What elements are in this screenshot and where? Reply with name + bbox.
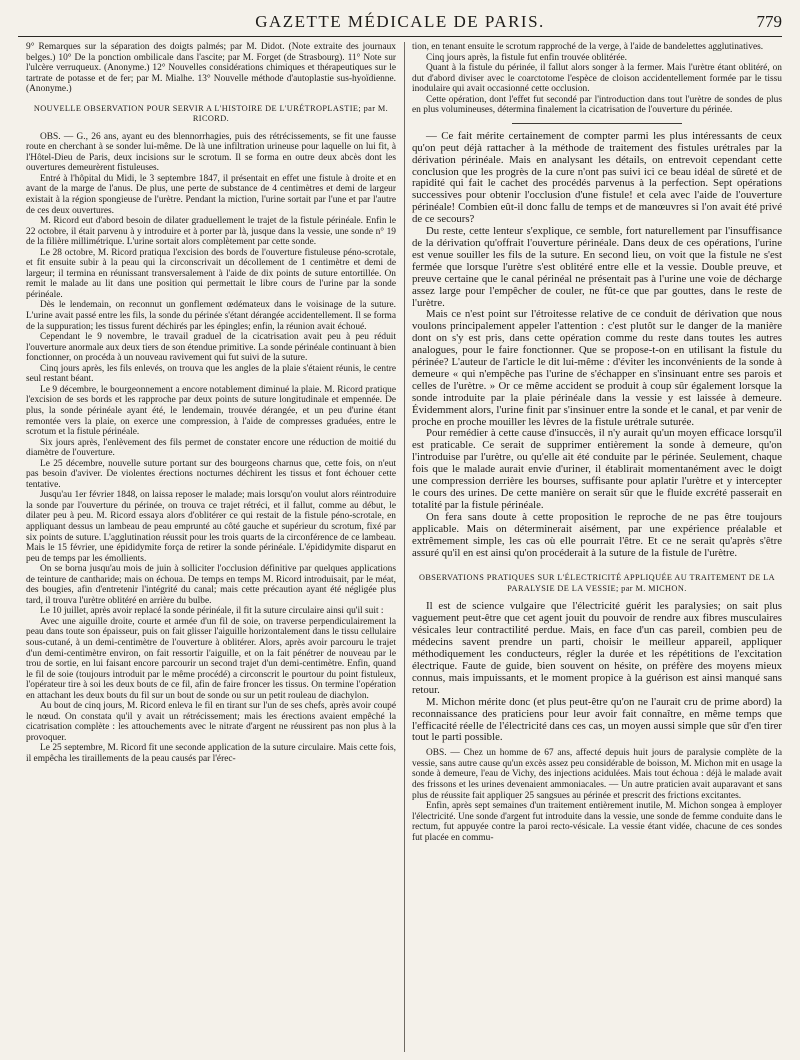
- page-header: [18, 10, 782, 37]
- paragraph: Pour remédier à cette cause d'insuccès, il n'y aurait qu'un moyen efficace lorsqu'il est praticable. Ce serait de supprimer entièrement la sonde à demeure, qu'on l'introduise par l'urètre, ou qu'elle ait été conduite par le périnée. Seulement, chaque fois que le malade aurait envie d'uriner, il établirait momentanément avec le doigt une compression derrière les bourses, suffisante pour aplatir l'urètre et y intercepter le cours des urines. De cette manière on serait sûr que le fluide excrété passerait en totalité par la fistule périnéale.: [412, 427, 782, 511]
- paragraph: Entré à l'hôpital du Midi, le 3 septembre 1847, il présentait en effet une fistule à droite et en avant de la marge de l'anus. De plus, une perte de substance de 4 centimètres et demi de largeur existait à la région spongieuse de l'urètre. Pendant la miction, l'urine sortait par l'une et par l'autre de ces deux ouvertures.: [26, 173, 396, 216]
- separator-rule: [512, 123, 682, 124]
- paragraph: Quant à la fistule du périnée, il fallut alors songer à la fermer. Mais l'urètre étant oblitéré, on dut d'abord diviser avec le coarctotome l'espèce de cloison accidentellement formée par le tissu inodulaire qui avait occasionné cette occlusion.: [412, 63, 782, 95]
- paragraph: — Ce fait mérite certainement de compter parmi les plus intéressants de ceux qu'on peut déjà rattacher à la méthode de traitement des fistules urétrales par la dérivation périnéale. Mais en analysant les détails, on entrevoit cependant cette conclusion que les progrès de la cure n'ont pas suivi ici ce beau idéal de sûreté et de rapidité qui fait le cachet des procédés parvenus à la perfection. Sept opérations successives pour obtenir l'occlusion d'une fistule! et cela avec l'aide de l'ouverture périnéale! Combien eût-il donc fallu de temps et de manœuvres si l'on avait été privé de ce secours?: [412, 129, 782, 226]
- paragraph: On fera sans doute à cette proposition le reproche de ne pas être toujours applicable. Mais on déterminerait aisément, par une expérience préalable et extrêmement simple, les cas où elle pourrait l'être. Et ce ne serait qu'après s'être assuré qu'il en est ainsi qu'on procéderait à la suture de la fistule de l'urètre.: [412, 510, 782, 559]
- paragraph: OBS. — Chez un homme de 67 ans, affecté depuis huit jours de paralysie complète de la vessie, sans autre cause qu'un excès assez peu considérable de boisson, M. Michon mit en usage la sonde à demeure, l'eau de Vichy, des injections acidulées. Mais tout échoua : déjà le malade avait des frissons et les urines devenaient ammoniacales. — Un autre praticien avait auparavant et sans plus de réussite fait appliquer 25 sangsues au périnée et prescrit des frictions excitantes.: [412, 748, 782, 801]
- article-intro-electricite: [412, 601, 782, 744]
- paragraph: Avec une aiguille droite, courte et armée d'un fil de soie, on traverse perpendiculairement la peau dans toute son épaisseur, puis on fait glisser l'aiguille horizontalement dans le tissu cellulaire sous-cutané, à un demi-centimètre de l'ouverture à oblitérer. Alors, après avoir parcouru le trajet d'un demi-centimètre environ, on fait ressortir l'aiguille, et on la fait pénétrer de nouveau par le trou de sortie, en lui faisant encore parcourir un second trajet d'un demi-centimètre. Enfin, quand le fil de soie (toujours introduit par le même procédé) a circonscrit le pourtour du point fistuleux, l'opérateur tire à soi les deux bouts de ce fil, afin de faire froncer les tissus. On termine l'opération en attachant les deux bouts du fil sur un bout de sonde ou sur un petit rouleau de diachylon.: [26, 616, 396, 701]
- paragraph: Il est de science vulgaire que l'électricité guérit les paralysies; on sait plus vaguement peut-être que cet agent jouit du pouvoir de rendre aux fibres musculaires vésicales leur contractilité perdue. Mais, en face d'un cas pareil, combien peu de médecins savent prendre un parti, choisir le meilleur appareil, appliquer méthodiquement les conducteurs, régler la durée et les répétitions de l'excitation électrique. Faute de guide, bien souvent on hésite, on préfère des moyens mieux connus, mais impuissants, et le moment propice à la guérison est ainsi manqué sans retour.: [412, 600, 782, 696]
- paragraph: Le 9 décembre, le bourgeonnement a encore notablement diminué la plaie. M. Ricord pratique l'excision de ses bords et les rapproche par deux points de suture longitudinale et empennée. De plus, la sonde périnéale ayant été, le lendemain, trouvée dérangée, et un peu d'urine étant remontée vers la plaie, on exerce une compression, à l'aide de compresses graduées, entre le scrotum et la fistule périnéale.: [26, 384, 396, 438]
- paragraph: Le 10 juillet, après avoir replacé la sonde périnéale, il fit la suture circulaire ainsi qu'il suit :: [40, 606, 384, 617]
- section-title-uretroplastie: NOUVELLE OBSERVATION POUR SERVIR A L'HISTOIRE DE L'URÉTROPLASTIE; par M. RICORD.: [33, 103, 389, 124]
- table-of-contents-continuation: 9° Remarques sur la séparation des doigts palmés; par M. Didot. (Note extraite des journaux belges.) 10° De la ponction ombilicale dans l'ascite; par M. Forget (de Strasbourg). 11° Note sur l'ulcère verruqueux. (Anonyme.) 12° Nouvelles considérations chimiques et thérapeutiques sur le tartrate de potasse et de fer; par M. Mialhe. 13° Nouvelle méthode d'autoplastie sus-hyoïdienne. (Anonyme.): [26, 42, 396, 95]
- column-divider: [404, 42, 405, 1052]
- paragraph: On se borna jusqu'au mois de juin à solliciter l'occlusion définitive par quelques applications de teinture de cantharide; mais on échoua. De temps en temps M. Ricord introduisait, par le méat, des bougies, afin d'entretenir l'intégrité du canal; mais cette précaution ayant été négligée plus tard, il trouva l'urètre oblitéré en arrière du bulbe.: [26, 564, 396, 606]
- page-number: 779: [756, 12, 782, 31]
- journal-title: GAZETTE MÉDICALE DE PARIS.: [255, 12, 545, 31]
- paragraph: Le 25 décembre, nouvelle suture portant sur des bourgeons charnus que, cette fois, on n'eut pas besoin d'aviver. De violentes érections nocturnes déchirent les tissus et font échouer cette tentative.: [26, 458, 396, 490]
- paragraph: Le 28 octobre, M. Ricord pratiqua l'excision des bords de l'ouverture fistuleuse péno-scrotale, et fit ensuite subir à la peau qui la circonscrivait un décollement de 1 centimètre et demi de largeur; il termina en réunissant transversalement à l'aide de dix points de suture entortillée. On remit le malade au lit dans une position qui permettait le libre cours de l'urine par la sonde périnéale.: [26, 247, 396, 300]
- paragraph: Cette opération, dont l'effet fut secondé par l'introduction dans tout l'urètre de sondes de plus en plus volumineuses, détermina finalement la cicatrisation de l'ouverture du périnée.: [412, 94, 782, 116]
- paragraph: M. Ricord eut d'abord besoin de dilater graduellement le trajet de la fistule périnéale. Enfin le 22 octobre, il était parvenu à y introduire et à porter par là, jusque dans la vessie, une sonde n° 19 de la filière millimétrique. L'urine sortait alors complètement par cette sonde.: [26, 216, 396, 248]
- article-body-left: [26, 132, 396, 765]
- paragraph: Dès le lendemain, on reconnut un gonflement œdémateux dans le voisinage de la suture. L'urine avait passé entre les fils, la sonde du périnée s'étant dérangée accidentellement. Il se forma de la suppuration; les tissus furent déchirés par les épingles; enfin, la réunion avait échoué.: [26, 300, 396, 332]
- paragraph: Cinq jours après, les fils enlevés, on trouva que les angles de la plaie s'étaient réunis, le centre seul restant béant.: [26, 363, 396, 385]
- section-title-electricite: OBSERVATIONS PRATIQUES SUR L'ÉLECTRICITÉ APPLIQUÉE AU TRAITEMENT DE LA PARALYSIE DE LA VESSIE; par M. MICHON.: [418, 573, 776, 593]
- paragraph: Du reste, cette lenteur s'explique, ce semble, fort naturellement par l'insuffisance de la dérivation qu'offrait l'ouverture périnéale. Dans deux de ces opérations, l'urine est venue souiller les fils de la suture. En second lieu, on voit que la fistule ne s'est fermée que lorsque l'urètre s'est oblitéré entre elle et la vessie. Double preuve, et preuve certaine que le canal périnéal ne présentait pas à l'urine une voie de décharge assez large pour l'empêcher de couler, ne fût-ce que par gouttes, dans le reste de l'urètre.: [412, 225, 782, 309]
- commentary: [412, 131, 782, 560]
- paragraph: Cependant le 9 novembre, le travail graduel de la cicatrisation avait peu à peu réduit l'ouverture anormale aux deux tiers de son étendue primitive. La sonde périnéale continuant à bien fonctionner, on procéda à un nouveau ravivement qui fut suivi de la suture.: [26, 332, 396, 364]
- paragraph: Cinq jours après, la fistule fut enfin trouvée oblitérée.: [426, 52, 627, 63]
- paragraph: Le 25 septembre, M. Ricord fit une seconde application de la suture circulaire. Mais cette fois, il empêcha les tiraillements de la peau causés par l'érec-: [26, 743, 396, 764]
- left-column: [26, 42, 396, 1052]
- paragraph: tion, en tenant ensuite le scrotum rapproché de la verge, à l'aide de bandelettes agglutinatives.: [412, 42, 764, 52]
- paragraph: Jusqu'au 1er février 1848, on laissa reposer le malade; mais lorsqu'on voulut alors réintroduire la sonde par l'ouverture du périnée, on trouva ce trajet rétréci, et il fallut, comme au début, le dilater peu à peu. M. Ricord essaya alors d'oblitérer ce qui restait de la fistule péno-scrotale, en appliquant dessus un lambeau de peau emprunté au côté gauche et supérieur du scrotum, fixé par six points de suture. L'agglutination réussit pour les trois quarts de la circonférence de ce lambeau. Mais le 15 février, une épididymite força de retirer la sonde périnéale. L'épididymite disparut en peu de temps par les émollients.: [26, 490, 396, 564]
- paragraph: Enfin, après sept semaines d'un traitement entièrement inutile, M. Michon songea à employer l'électricité. Une sonde d'argent fut introduite dans la vessie, une sonde de femme conduite dans le rectum, fut appuyée contre la paroi recto-vésicale. La vessie étant vidée, chacune de ces sondes fut placée en commu-: [412, 801, 782, 843]
- right-column: [412, 42, 782, 1052]
- paragraph: Six jours après, l'enlèvement des fils permet de constater encore une réduction de moitié du diamètre de l'ouverture.: [26, 437, 396, 459]
- paragraph: Mais ce n'est point sur l'étroitesse relative de ce conduit de dérivation que nous voulons principalement appeler l'attention : c'est plutôt sur le danger de la manière dont on s'y est pris, dans cette opération comme du reste dans toutes les autres analogues, pour le faire fonctionner. Que se propose-t-on en utilisant la fistule du périnée? L'auteur de l'article le dit lui-même : d'éviter les inconvénients de la sonde à demeure « qui n'empêche pas l'urine de s'échapper en s'insinuant entre ses parois et celles de l'urètre. » Or ce même accident se produit à coup sûr également lorsque la sonde introduite par la plaie périnéale dans la vessie y est laissée à demeure. Évidemment alors, l'urine finit par s'insinuer entre la sonde et le canal, et par venir de proche en proche mouiller les lèvres de la fistule urétrale suturée.: [412, 308, 782, 428]
- paragraph: M. Michon mérite donc (et plus peut-être qu'on ne l'aurait cru de prime abord) la reconnaissance des praticiens pour leur avoir fait connaître, en même temps que l'efficacité réelle de l'électricité dans ces cas, un moyen aussi simple que sûr d'en tirer tout le parti possible.: [412, 695, 782, 744]
- observation-electricite: [412, 748, 782, 843]
- article-body-right-top: [412, 42, 782, 116]
- paragraph: OBS. — G., 26 ans, ayant eu des blennorrhagies, puis des rétrécissements, se fit une fausse route en cherchant à se sonder lui-même. De là une infiltration urineuse pour laquelle on lui fit, à l'Hôtel-Dieu de Paris, deux incisions sur le scrotum. Il se forma en outre deux abcès dont les ouvertures demeurèrent fistuleuses.: [26, 131, 396, 174]
- paragraph: Au bout de cinq jours, M. Ricord enleva le fil en tirant sur l'un de ses chefs, après avoir coupé le nœud. On constata qu'il y avait un rétrécissement; mais les érections avaient empêché la cicatrisation complète : les attouchements avec le nitrate d'argent ne réussirent pas non plus à la provoquer.: [26, 701, 396, 743]
